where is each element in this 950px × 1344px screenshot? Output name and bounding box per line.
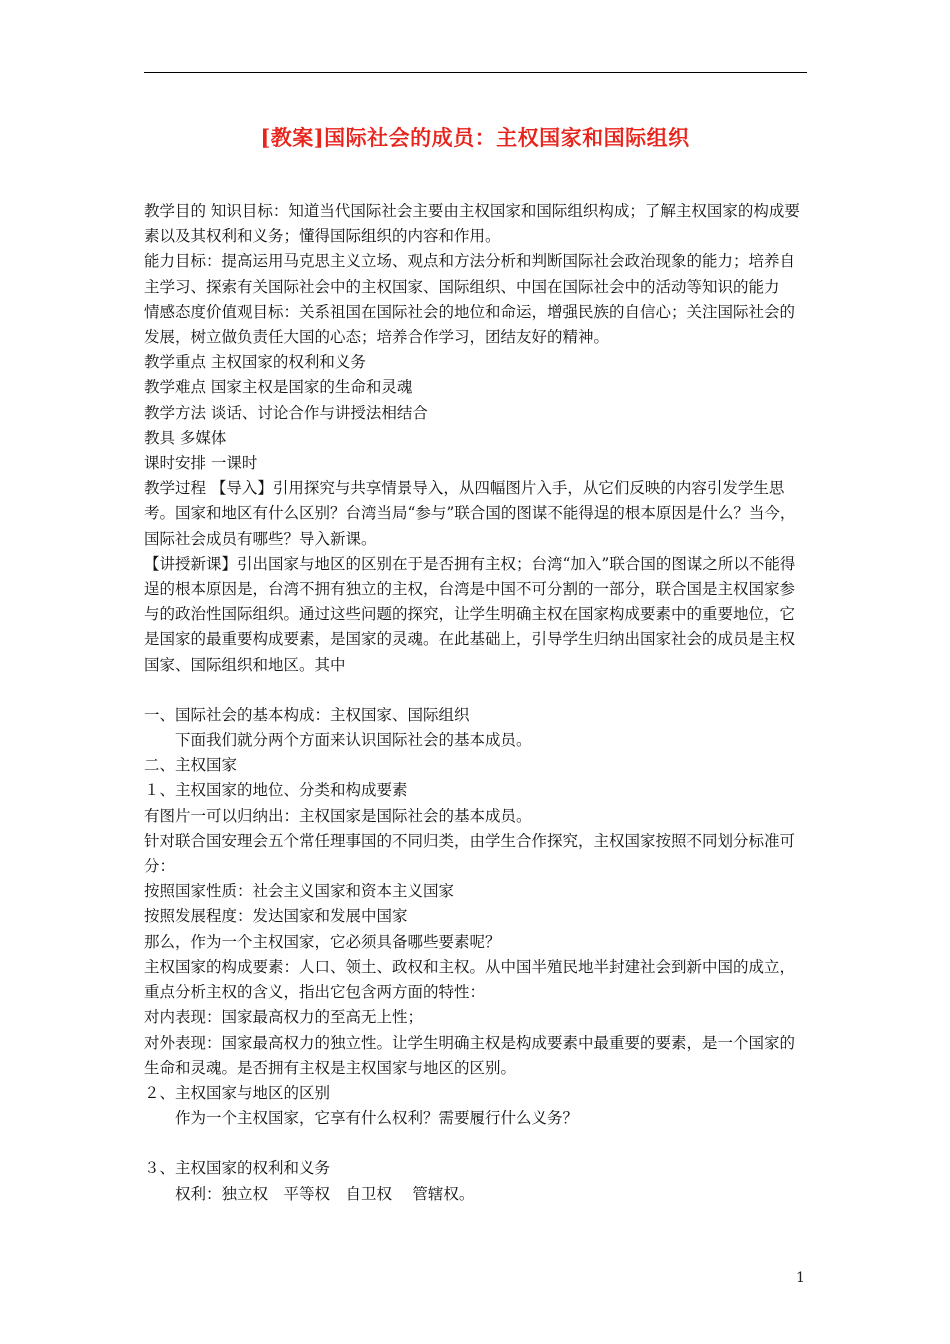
subsection-heading-2-3: ３、主权国家的权利和义务 bbox=[144, 1159, 331, 1178]
paragraph-basic-member: 有图片一可以归纳出：主权国家是国际社会的基本成员。 bbox=[144, 806, 532, 825]
paragraph-key-point: 教学重点 主权国家的权利和义务 bbox=[144, 353, 366, 372]
paragraph-external: 对外表现：国家最高权力的独立性。让学生明确主权是构成要素中最重要的要素，是一个国家的生命和灵魂。是否拥有主权是主权国家与地区的区别。 bbox=[144, 1033, 796, 1077]
subsection-heading-2-1: １、主权国家的地位、分类和构成要素 bbox=[144, 781, 408, 800]
paragraph-elements: 主权国家的构成要素：人口、领土、政权和主权。从中国半殖民地半封建社会到新中国的成立，重点分析主权的含义，指出它包含两方面的特性： bbox=[144, 957, 796, 1002]
document-title: [教案]国际社会的成员：主权国家和国际组织 bbox=[260, 125, 690, 150]
paragraph-classification: 针对联合国安理会五个常任理事国的不同归类，由学生合作探究，主权国家按照不同划分标准可分： bbox=[144, 831, 796, 876]
paragraph-internal: 对内表现：国家最高权力的至高无上性； bbox=[144, 1008, 424, 1027]
subsection-heading-2-2: ２、主权国家与地区的区别 bbox=[144, 1083, 331, 1102]
paragraph-objectives-ability: 能力目标：提高运用马克思主义立场、观点和方法分析和判断国际社会政治现象的能力；培养自主学习、探索有关国际社会中的主权国家、国际组织、中国在国际社会中的活动等知识的能力 bbox=[144, 252, 796, 296]
paragraph-by-nature: 按照国家性质：社会主义国家和资本主义国家 bbox=[144, 882, 455, 901]
paragraph-difficulty: 教学难点 国家主权是国家的生命和灵魂 bbox=[144, 378, 413, 397]
paragraph-objectives-knowledge: 教学目的 知识目标：知道当代国际社会主要由主权国家和国际组织构成；了解主权国家的构成要素以及其权利和义务；懂得国际组织的内容和作用。 bbox=[144, 202, 800, 246]
paragraph-rights-list: 权利：独立权 平等权 自卫权 管辖权。 bbox=[175, 1184, 475, 1203]
section-heading-2: 二、主权国家 bbox=[144, 756, 238, 775]
paragraph-elements-question: 那么，作为一个主权国家，它必须具备哪些要素呢？ bbox=[144, 932, 501, 951]
document-body bbox=[144, 199, 807, 1207]
paragraph-section-1-intro: 下面我们就分两个方面来认识国际社会的基本成员。 bbox=[175, 731, 532, 750]
paragraph-method: 教学方法 谈话、讨论合作与讲授法相结合 bbox=[144, 403, 428, 422]
section-heading-1: 一、国际社会的基本构成：主权国家、国际组织 bbox=[144, 705, 470, 724]
paragraph-by-development: 按照发展程度：发达国家和发展中国家 bbox=[144, 907, 408, 926]
paragraph-rights-question: 作为一个主权国家，它享有什么权利？需要履行什么义务？ bbox=[175, 1109, 579, 1128]
page-number: 1 bbox=[796, 1270, 805, 1286]
paragraph-process-intro: 教学过程 【导入】引用探究与共享情景导入，从四幅图片入手，从它们反映的内容引发学生思考。国家和地区有什么区别？台湾当局“参与”联合国的图谋不能得逞的根本原因是什么？当今，国际社会成员有哪些？导入新课。 bbox=[144, 479, 796, 548]
paragraph-new-lesson: 【讲授新课】引出国家与地区的区别在于是否拥有主权；台湾“加入”联合国的图谋之所以不能得逞的根本原因是，台湾不拥有独立的主权，台湾是中国不可分割的一部分，联合国是主权国家参与的政治性国际组织。通过这些问题的探究，让学生明确主权在国家构成要素中的重要地位，它是国家的最重要构成要素，是国家的灵魂。在此基础上，引导学生归纳出国家社会的成员是主权国家、国际组织和地区。其中 bbox=[144, 554, 796, 674]
paragraph-schedule: 课时安排 一课时 bbox=[144, 454, 258, 473]
header-rule bbox=[144, 72, 807, 73]
paragraph-tools: 教具 多媒体 bbox=[144, 428, 227, 447]
paragraph-objectives-emotion: 情感态度价值观目标：关系祖国在国际社会的地位和命运，增强民族的自信心；关注国际社会的发展，树立做负责任大国的心态；培养合作学习，团结友好的精神。 bbox=[144, 302, 796, 347]
